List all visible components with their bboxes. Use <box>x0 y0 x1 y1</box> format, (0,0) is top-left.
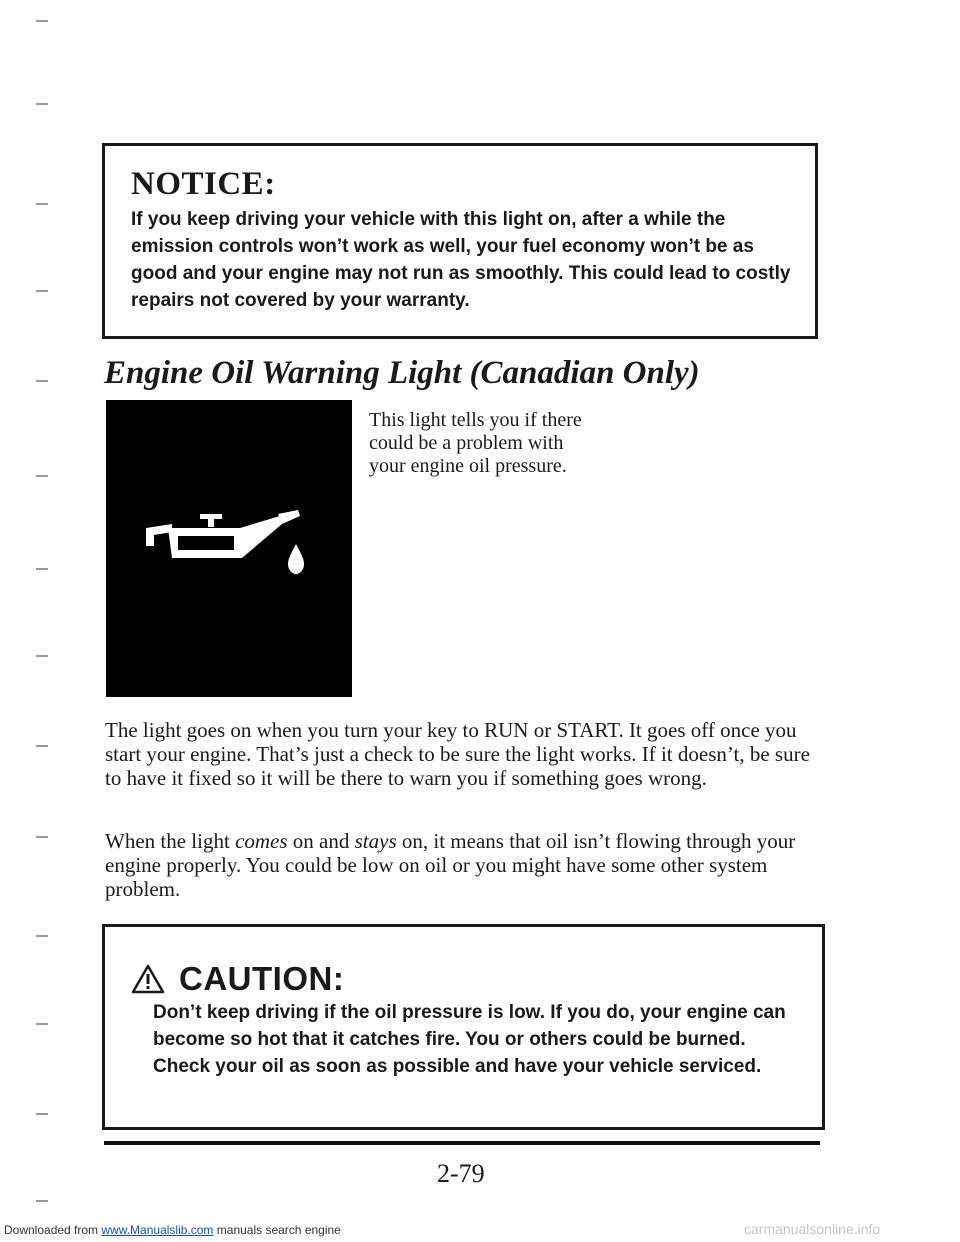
section-heading: Engine Oil Warning Light (Canadian Only) <box>104 355 700 391</box>
footer-rule <box>104 1141 820 1145</box>
watermark-prefix: Downloaded from <box>4 1223 102 1237</box>
text-run: on, it means that oil isn’t flowing through your engine properly. You could be low on oil or you might have some other system problem. <box>105 829 796 901</box>
body-paragraph <box>105 829 820 901</box>
margin-tick <box>36 935 48 937</box>
margin-tick <box>36 203 48 205</box>
manualslib-link[interactable]: www.Manualslib.com <box>101 1223 214 1237</box>
text-run: When the light <box>105 829 236 853</box>
watermark-suffix: manuals search engine <box>213 1223 341 1237</box>
emphasis-text: comes <box>235 829 288 853</box>
caution-heading <box>131 960 344 998</box>
margin-tick <box>36 103 48 105</box>
notice-body: If you keep driving your vehicle with this light on, after a while the emission controls won’t work as well, your fuel economy won’t be as good and your engine may not run as smoothly. This could lead to costly repairs not covered by your warranty. <box>131 209 791 311</box>
caution-body: Don’t keep driving if the oil pressure is low. If you do, your engine can become so hot that it catches fire. You or others could be burned. Check your oil as soon as possible and have your vehicle serviced. <box>153 1002 786 1077</box>
margin-tick <box>36 1200 48 1202</box>
side-description: This light tells you if there could be a problem with your engine oil pressure. <box>369 409 582 477</box>
margin-tick <box>36 20 48 22</box>
caution-box <box>102 924 825 1130</box>
text-run: on and <box>287 829 355 853</box>
notice-box <box>102 143 818 339</box>
margin-tick <box>36 475 48 477</box>
margin-tick <box>36 1023 48 1025</box>
oil-can-icon <box>142 510 312 590</box>
margin-tick <box>36 380 48 382</box>
warning-triangle-icon <box>131 964 165 994</box>
margin-tick <box>36 836 48 838</box>
margin-tick <box>36 568 48 570</box>
margin-tick <box>36 655 48 657</box>
oil-warning-light-panel <box>106 400 352 697</box>
emphasis-text: stays <box>354 829 397 853</box>
body-paragraph: The light goes on when you turn your key to RUN or START. It goes off once you start your engine. That’s just a check to be sure the light works. If it doesn’t, be sure to have it fixed so it will be there to warn you if something goes wrong. <box>105 718 810 790</box>
margin-tick <box>36 1113 48 1115</box>
margin-tick <box>36 745 48 747</box>
caution-title: CAUTION: <box>179 960 345 997</box>
watermark-left <box>4 1223 341 1237</box>
notice-title: NOTICE: <box>131 166 276 202</box>
margin-tick <box>36 290 48 292</box>
page-number: 2-79 <box>437 1159 485 1188</box>
watermark-right: carmanualsonline.info <box>744 1221 881 1237</box>
